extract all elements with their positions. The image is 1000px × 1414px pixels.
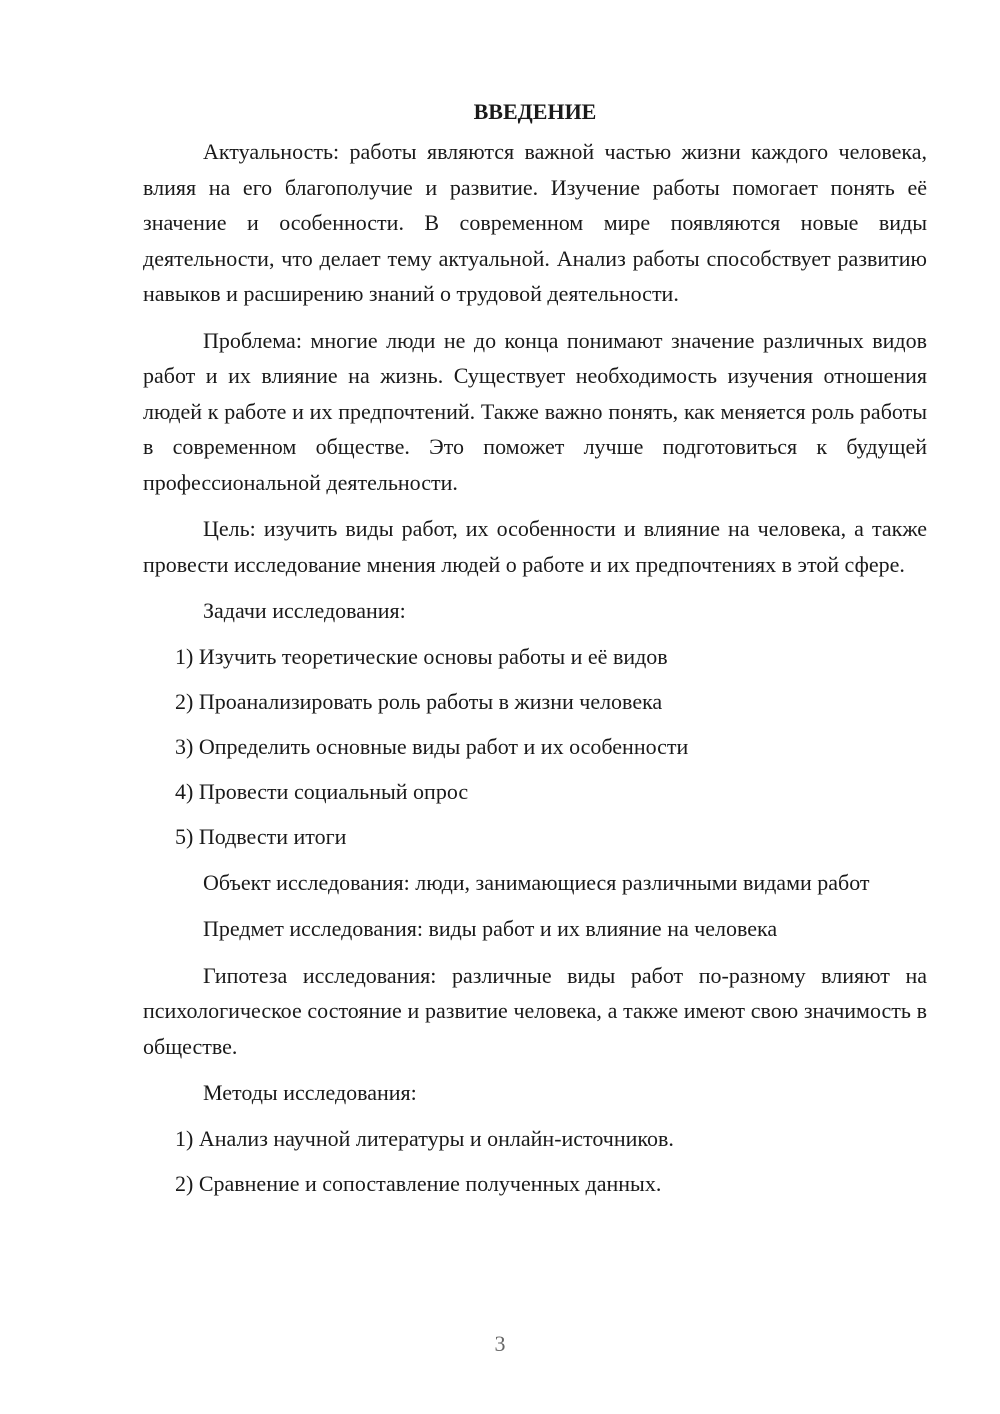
hypothesis-paragraph: Гипотеза исследования: различные виды работ по-разному влияют на психологическое состояние и развитие человека, а также имеют свою значимость в обществе. [143, 962, 927, 1059]
tasks-heading: Задачи исследования: [203, 598, 406, 623]
list-item: 2) Проанализировать роль работы в жизни человека [175, 688, 663, 714]
document-page [143, 96, 927, 1212]
list-item: 1) Изучить теоретические основы работы и её видов [175, 643, 668, 669]
tasks-list [143, 639, 927, 854]
page-number: 3 [494, 1331, 506, 1356]
relevance-paragraph: Актуальность: работы являются важной частью жизни каждого человека, влияя на его благополучие и развитие. Изучение работы помогает понять её значение и особенности. В современном мире появляются новые виды деятельности, что делает тему актуальной. Анализ работы способствует развитию навыков и расширению знаний о трудовой деятельности. [143, 139, 927, 306]
methods-list [143, 1121, 927, 1201]
list-item: 3) Определить основные виды работ и их особенности [175, 733, 689, 759]
goal-paragraph: Цель: изучить виды работ, их особенности и влияние на человека, а также провести исследование мнения людей о работе и их предпочтениях в этой сфере. [143, 516, 927, 577]
subject-paragraph: Предмет исследования: виды работ и их влияние на человека [203, 916, 778, 941]
object-paragraph: Объект исследования: люди, занимающиеся различными видами работ [203, 869, 870, 895]
list-item: 1) Анализ научной литературы и онлайн-источников. [175, 1125, 674, 1151]
page-title: ВВЕДЕНИЕ [473, 99, 597, 124]
problem-paragraph: Проблема: многие люди не до конца понимают значение различных видов работ и их влияние на жизнь. Существует необходимость изучения отношения людей к работе и их предпочтений. Также важно понять, как меняется роль работы в современном обществе. Это поможет лучше подготовиться к будущей профессиональной деятельности. [143, 327, 927, 495]
list-item: 4) Провести социальный опрос [175, 778, 469, 804]
methods-heading: Методы исследования: [203, 1080, 417, 1105]
list-item: 5) Подвести итоги [175, 823, 347, 849]
list-item: 2) Сравнение и сопоставление полученных данных. [175, 1170, 662, 1196]
